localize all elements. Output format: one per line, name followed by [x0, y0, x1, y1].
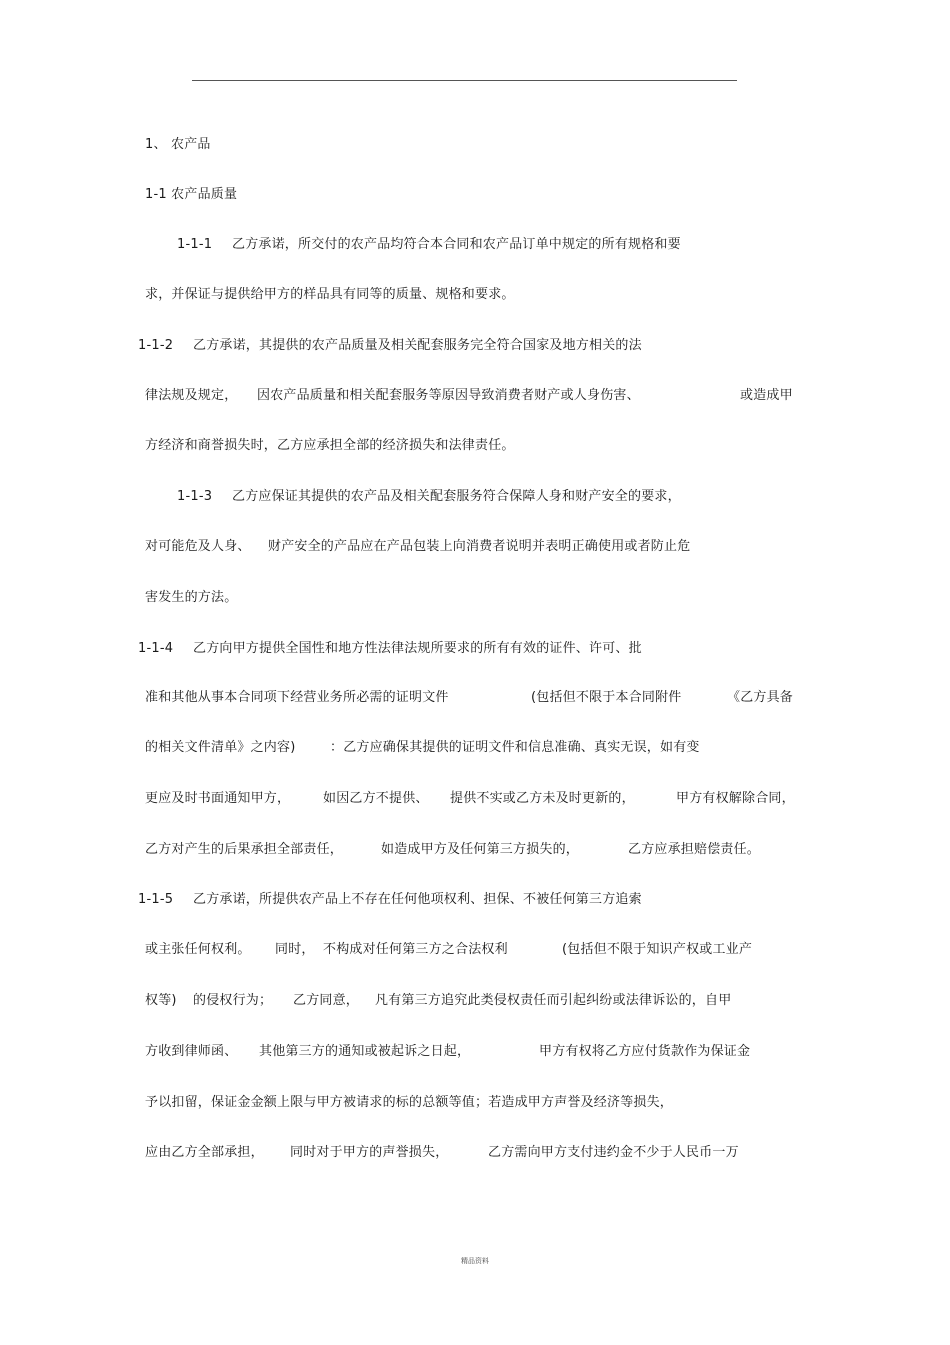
clause-text: 乙方承诺，所提供农产品上不存在任何他项权利、担保、不被任何第三方追索: [193, 892, 642, 907]
clause-text: 甲方有权解除合同，: [676, 791, 795, 806]
clause-text: 准和其他从事本合同项下经营业务所必需的证明文件: [145, 690, 449, 705]
section-heading-1-1: 1-1 农产品质量: [145, 187, 238, 202]
clause-text: 《乙方具备: [727, 690, 794, 705]
clause-text: 乙方需向甲方支付违约金不少于人民币一万: [488, 1145, 739, 1160]
clause-text: 甲方有权将乙方应付货款作为保证金: [539, 1044, 751, 1059]
clause-number: 1-1-3: [177, 489, 213, 504]
clause-text: 乙方同意，: [293, 993, 360, 1008]
clause-text: 或造成甲: [740, 388, 793, 403]
clause-text: 的侵权行为；: [193, 993, 273, 1008]
clause-text: 予以扣留，保证金金额上限与甲方被请求的标的总额等值；若造成甲方声誉及经济等损失，: [145, 1095, 674, 1110]
clause-text: 权等): [145, 993, 177, 1008]
clause-text: 乙方承诺，其提供的农产品质量及相关配套服务完全符合国家及地方相关的法: [193, 338, 642, 353]
clause-text: 方收到律师函、: [145, 1044, 238, 1059]
clause-number: 1-1-1: [177, 237, 213, 252]
clause-text: 乙方向甲方提供全国性和地方性法律法规所要求的所有有效的证件、许可、批: [193, 641, 642, 656]
clause-text: 或主张任何权利。: [145, 942, 251, 957]
clause-text: 求，并保证与提供给甲方的样品具有同等的质量、规格和要求。: [145, 287, 515, 302]
clause-text: 应由乙方全部承担，: [145, 1145, 264, 1160]
clause-text: (包括但不限于本合同附件: [531, 690, 682, 705]
clause-text: (包括但不限于知识产权或工业产: [562, 942, 753, 957]
page-footer: 精品资料: [461, 1257, 489, 1265]
clause-text: 其他第三方的通知或被起诉之日起，: [259, 1044, 471, 1059]
clause-text: 乙方承诺，所交付的农产品均符合本合同和农产品订单中规定的所有规格和要: [232, 237, 681, 252]
clause-text: 乙方对产生的后果承担全部责任，: [145, 842, 344, 857]
clause-text: 如因乙方不提供、: [323, 791, 429, 806]
clause-number: 1-1-4: [138, 641, 174, 656]
clause-text: 律法规及规定，: [145, 388, 238, 403]
clause-number: 1-1-2: [138, 338, 174, 353]
clause-text: 的相关文件清单》之内容): [145, 740, 296, 755]
clause-text: 同时，: [275, 942, 315, 957]
clause-text: 财产安全的产品应在产品包装上向消费者说明并表明正确使用或者防止危: [268, 539, 691, 554]
clause-text: 提供不实或乙方未及时更新的，: [450, 791, 635, 806]
header-rule: [192, 80, 737, 81]
clause-number: 1-1-5: [138, 892, 174, 907]
clause-text: 方经济和商誉损失时，乙方应承担全部的经济损失和法律责任。: [145, 438, 515, 453]
clause-text: 如造成甲方及任何第三方损失的，: [381, 842, 580, 857]
clause-text: 对可能危及人身、: [145, 539, 251, 554]
clause-text: 同时对于甲方的声誉损失，: [290, 1145, 449, 1160]
clause-text: 乙方应承担赔偿责任。: [628, 842, 761, 857]
section-heading-1: 1、 农产品: [145, 137, 211, 152]
clause-text: 害发生的方法。: [145, 590, 238, 605]
clause-text: ：乙方应确保其提供的证明文件和信息准确、真实无误，如有变: [330, 740, 700, 755]
clause-text: 乙方应保证其提供的农产品及相关配套服务符合保障人身和财产安全的要求，: [232, 489, 681, 504]
clause-text: 因农产品质量和相关配套服务等原因导致消费者财产或人身伤害、: [257, 388, 640, 403]
clause-text: 不构成对任何第三方之合法权利: [323, 942, 508, 957]
clause-text: 更应及时书面通知甲方，: [145, 791, 291, 806]
clause-text: 凡有第三方追究此类侵权责任而引起纠纷或法律诉讼的，自甲: [375, 993, 732, 1008]
